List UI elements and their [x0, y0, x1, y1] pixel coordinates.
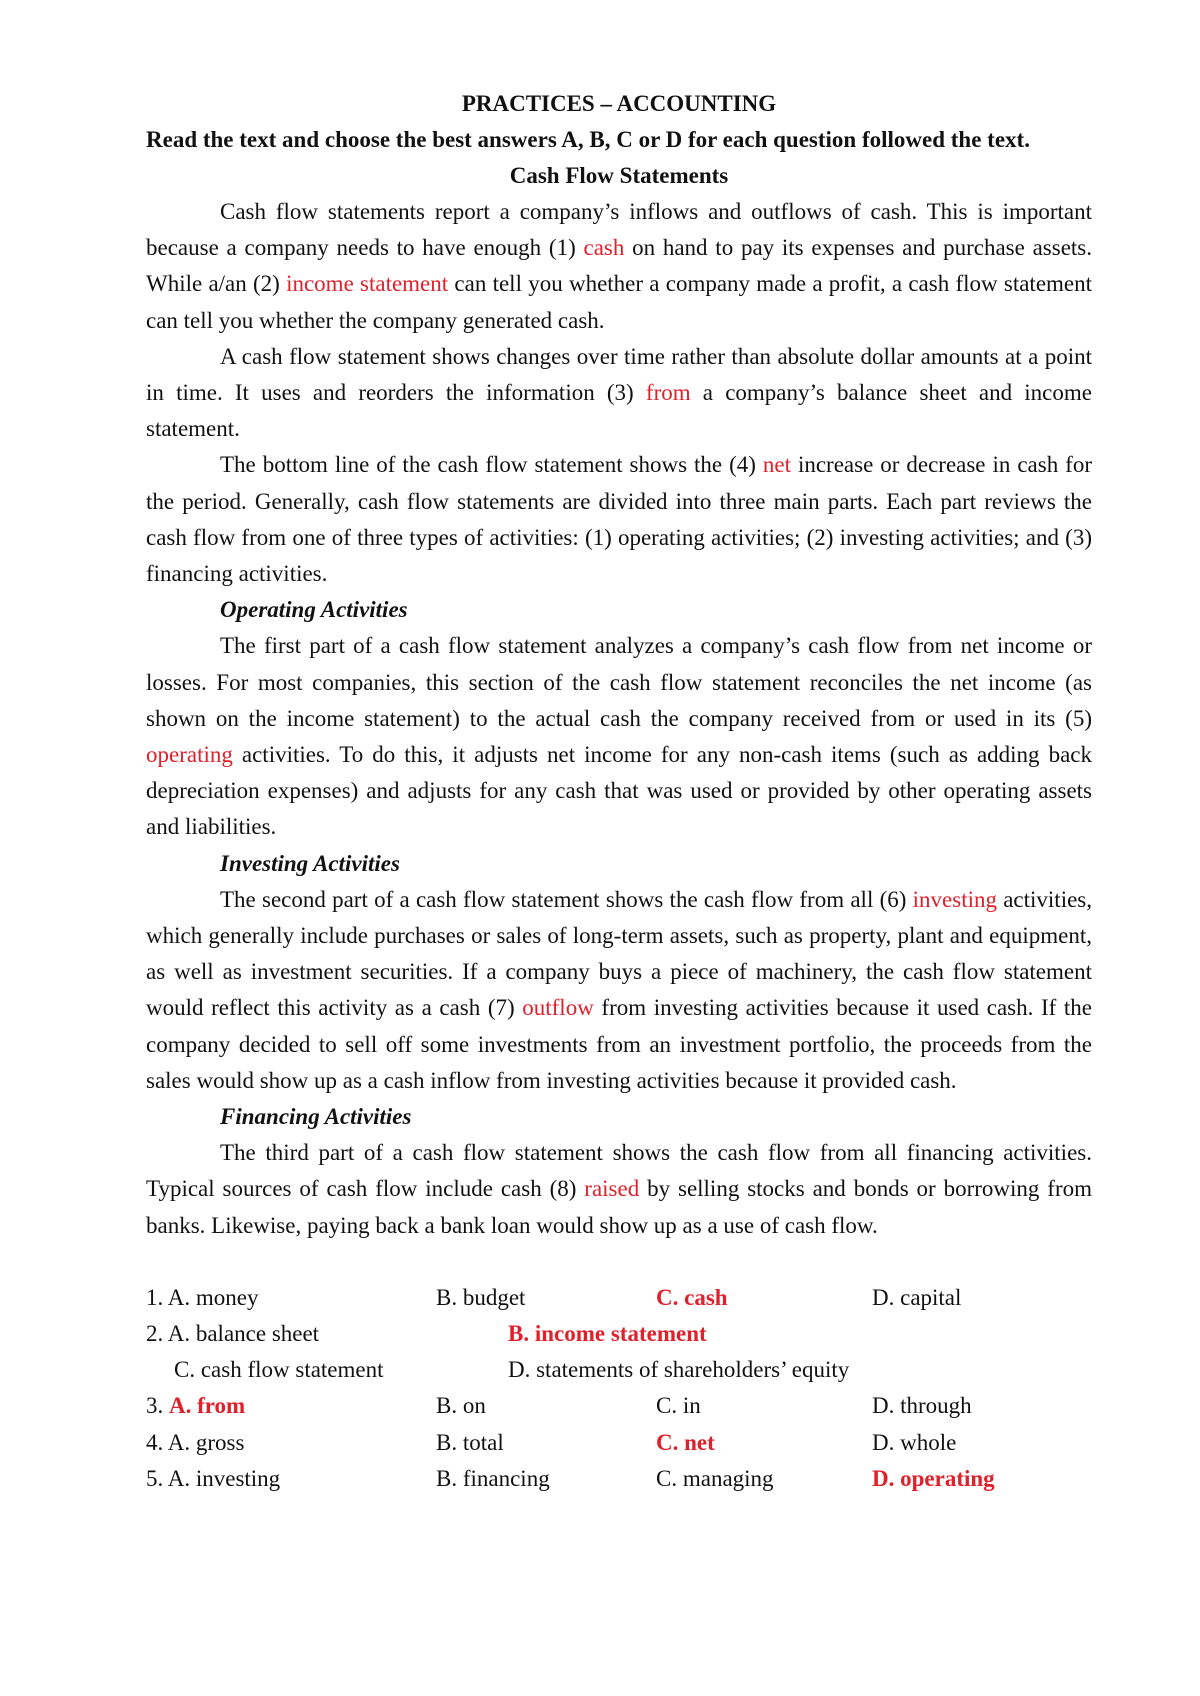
option-1c-correct: C. cash — [656, 1284, 728, 1310]
paragraph-text: The first part of a cash flow statement analyzes a company’s cash flow from net income or losses. For most companies, this section of the cash flow statement reconciles the net income (as shown on the income statement) to the actual cash the company received from or used in its (5) — [146, 633, 1092, 731]
question-1-options — [146, 1280, 1092, 1316]
answer-word-2: income statement — [286, 271, 449, 297]
option-3a-correct: A. from — [169, 1393, 246, 1419]
option-4b: B. total — [436, 1429, 504, 1455]
paragraph-financing — [146, 1135, 1092, 1244]
answer-word-5: operating — [146, 742, 233, 768]
heading-investing: Investing Activities — [220, 850, 400, 876]
paragraph-text: on hand to pay its expenses and purchase assets. While a/an (2) — [146, 235, 1092, 297]
option-5a: 5. A. investing — [146, 1465, 281, 1491]
paragraph-investing — [146, 882, 1092, 1099]
option-2d: D. statements of shareholders’ equity — [508, 1357, 850, 1383]
answer-options — [146, 1280, 1092, 1497]
answer-word-7: outflow — [522, 995, 594, 1021]
option-3d: D. through — [872, 1393, 972, 1419]
paragraph-text: The second part of a cash flow statement shows the cash flow from all (6) — [220, 886, 913, 912]
document-page — [146, 86, 1092, 1497]
paragraph-text: can tell you whether a company made a profit, a cash flow statement can tell you whether the company generated cash. — [146, 271, 1093, 333]
answer-word-1: cash — [583, 235, 625, 261]
paragraph-bottom-line — [146, 447, 1092, 592]
option-1d: D. capital — [872, 1284, 962, 1310]
paragraph-intro — [146, 194, 1092, 339]
option-3c: C. in — [656, 1393, 701, 1419]
answer-word-4: net — [762, 452, 791, 478]
option-2c: C. cash flow statement — [174, 1357, 384, 1383]
option-2b-correct: B. income statement — [508, 1321, 707, 1347]
paragraph-text: The bottom line of the cash flow statement shows the (4) — [220, 452, 763, 478]
paragraph-text: activities, which generally include purchases or sales of long-term assets, such as property, plant and equipment, as well as investment securities. If a company buys a piece of machinery, the cash flow statement would reflect this activity as a cash (7) — [146, 886, 1092, 1021]
option-5c: C. managing — [656, 1465, 774, 1491]
option-1b: B. budget — [436, 1284, 526, 1310]
answer-word-3: from — [645, 380, 691, 406]
question-2-options-row2 — [146, 1352, 1092, 1388]
paragraph-text: A cash flow statement shows changes over time rather than absolute dollar amounts at a point in time. It uses and reorders the information (3) — [146, 343, 1092, 406]
option-2a: 2. A. balance sheet — [146, 1321, 320, 1347]
question-4-options — [146, 1425, 1092, 1461]
option-3a — [146, 1388, 245, 1424]
question-2-options-row1 — [146, 1316, 1092, 1352]
page-title: PRACTICES – ACCOUNTING — [461, 91, 777, 116]
paragraph-text: Cash flow statements report a company’s inflows and outflows of cash. This is important because a company needs to have enough (1) — [146, 199, 1092, 261]
paragraph-text: The third part of a cash flow statement shows the cash flow from all financing activities. Typical sources of cash flow include cash (8) — [146, 1140, 1092, 1202]
option-4d: D. whole — [872, 1429, 957, 1455]
option-1a: 1. A. money — [146, 1284, 259, 1310]
passage-title: Cash Flow Statements — [509, 163, 729, 188]
paragraph-text: a company’s balance sheet and income statement. — [146, 380, 1092, 442]
paragraph-text: activities. To do this, it adjusts net income for any non-cash items (such as adding back depreciation expenses) and adjusts for any cash that was used or provided by other operating assets and liabilities. — [146, 742, 1092, 840]
option-4a: 4. A. gross — [146, 1429, 245, 1455]
option-3b: B. on — [436, 1393, 486, 1419]
instruction-text: Read the text and choose the best answers A, B, C or D for each question followed the text. — [146, 127, 1030, 152]
paragraph-text: increase or decrease in cash for the period. Generally, cash flow statements are divided into three main parts. Each part reviews the cash flow from one of three types of activities: (1) operating activities; (2) investing activities; and (3) financing activities. — [146, 452, 1092, 587]
paragraph-text: by selling stocks and bonds or borrowing from banks. Likewise, paying back a bank loan would show up as a use of cash flow. — [146, 1176, 1092, 1238]
question-3-options — [146, 1388, 1092, 1424]
answer-word-8: raised — [584, 1176, 640, 1202]
question-5-options — [146, 1461, 1092, 1497]
paragraph-changes — [146, 339, 1092, 448]
option-5b: B. financing — [436, 1465, 550, 1491]
heading-financing: Financing Activities — [220, 1104, 412, 1130]
question-number: 3. — [146, 1393, 169, 1419]
answer-word-6: investing — [912, 886, 997, 912]
option-5d-correct: D. operating — [872, 1465, 995, 1491]
heading-operating: Operating Activities — [220, 597, 408, 623]
option-4c-correct: C. net — [656, 1429, 715, 1455]
paragraph-operating — [146, 628, 1092, 845]
paragraph-text: from investing activities because it used cash. If the company decided to sell off some investments from an investment portfolio, the proceeds from the sales would show up as a cash inflow from investing activities because it provided cash. — [146, 995, 1092, 1093]
